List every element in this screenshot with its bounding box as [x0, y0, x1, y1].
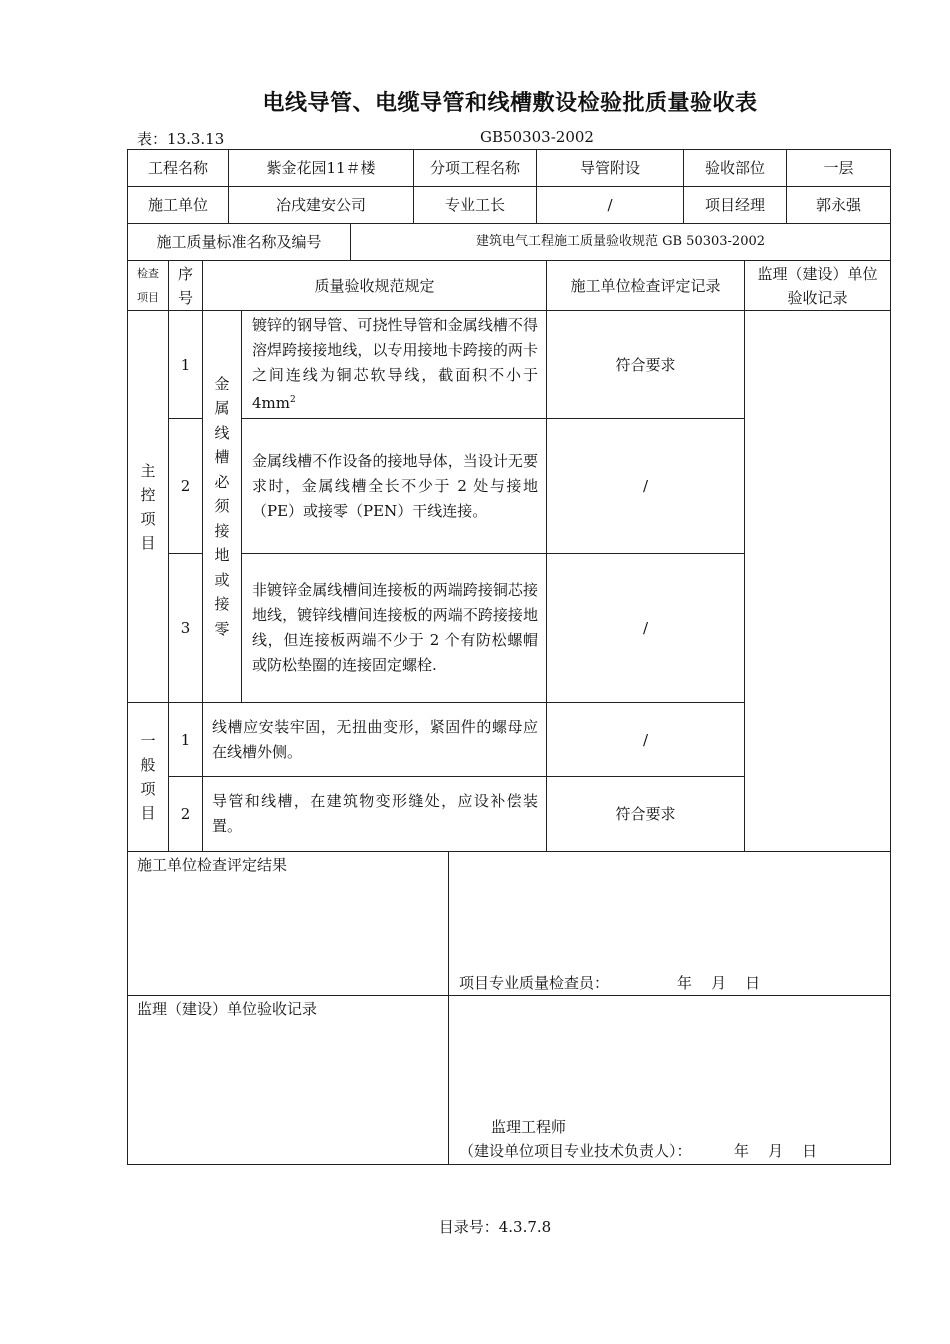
col-contractor-record: 施工单位检查评定记录: [546, 260, 745, 311]
main-row-3-spec: 非镀锌金属线槽间连接板的两端跨接铜芯接地线，镀锌线槽间连接板的两端不跨接接地线，但连接板两端不少于 2 个有防松螺帽或防松垫圈的连接固定螺栓.: [241, 553, 547, 703]
general-row-1-result: /: [546, 702, 745, 777]
supervisor-record-cell: [744, 310, 891, 852]
general-row-1-spec: 线槽应安装牢固，无扭曲变形，紧固件的螺母应在线槽外侧。: [202, 702, 547, 777]
standard-value: 建筑电气工程施工质量验收规范 GB 50303-2002: [350, 223, 891, 261]
project-name-value: 紫金花园11＃楼: [228, 149, 414, 187]
main-row-2-result: /: [546, 418, 745, 554]
manager-value: 郭永强: [786, 186, 891, 224]
project-name-label: 工程名称: [127, 149, 229, 187]
sub-project-label: 分项工程名称: [413, 149, 537, 187]
catalog-number: 目录号：4.3.7.8: [438, 1218, 552, 1236]
supervising-engineer-label: 监理工程师: [491, 1118, 567, 1136]
standard-label: 施工质量标准名称及编号: [127, 223, 351, 261]
main-row-1-seq: 1: [168, 310, 203, 419]
main-row-3-result: /: [546, 553, 745, 703]
main-items-group: 主控项目: [127, 310, 169, 703]
general-row-2-spec: 导管和线槽，在建筑物变形缝处，应设补偿装置。: [202, 776, 547, 852]
supervisor-result-date: 年 月 日: [734, 1142, 818, 1160]
main-row-1-spec: 镀锌的钢导管、可挠性导管和金属线槽不得溶焊跨接接地线，以专用接地卡跨接的两卡之间连线为铜芯软导线，截面积不小于 $4mm^2$: [241, 310, 547, 419]
sub-project-value: 导管附设: [536, 149, 684, 187]
main-row-3-seq: 3: [168, 553, 203, 703]
inspect-part-value: 一层: [786, 149, 891, 187]
general-row-1-seq: 1: [168, 702, 203, 777]
inspect-part-label: 验收部位: [683, 149, 787, 187]
main-items-subgroup: 金属线槽必须接地或接零: [202, 310, 242, 703]
col-supervisor-record: 监理（建设）单位 验收记录: [744, 260, 891, 311]
contractor-result-label-cell: [127, 851, 449, 996]
table-number: 表：13.3.13: [137, 130, 225, 148]
contractor-result-label: 施工单位检查评定结果: [137, 856, 288, 874]
contractor-result-date: 年 月 日: [677, 974, 761, 992]
page-title: 电线导管、电缆导管和线槽敷设检验批质量验收表: [262, 91, 758, 116]
contractor-result-sign-cell: [448, 851, 891, 996]
general-row-2-result: 符合要求: [546, 776, 745, 852]
main-row-2-seq: 2: [168, 418, 203, 554]
foreman-value: /: [536, 186, 684, 224]
main-row-2-spec: 金属线槽不作设备的接地导体，当设计无要求时，金属线槽全长不少于 2 处与接地（PE）或接零（PEN）干线连接。: [241, 418, 547, 554]
supervisor-result-label: 监理（建设）单位验收记录: [137, 1000, 318, 1018]
supervisor-result-label-cell: [127, 995, 449, 1165]
manager-label: 项目经理: [683, 186, 787, 224]
supervisor-result-sign-cell: [448, 995, 891, 1165]
quality-inspector-label: 项目专业质量检查员：: [459, 974, 610, 992]
col-check-item: 检查 项目: [127, 260, 169, 311]
foreman-label: 专业工长: [413, 186, 537, 224]
main-row-1-result: 符合要求: [546, 310, 745, 419]
general-row-2-seq: 2: [168, 776, 203, 852]
standard-code: GB50303-2002: [480, 128, 594, 146]
construction-unit-label: 施工单位: [127, 186, 229, 224]
general-items-group: 一般项目: [127, 702, 169, 852]
col-spec: 质量验收规范规定: [202, 260, 547, 311]
construction-unit-value: 冶戌建安公司: [228, 186, 414, 224]
col-seq: 序 号: [168, 260, 203, 311]
owner-tech-lead-label: （建设单位项目专业技术负责人）：: [459, 1142, 692, 1160]
